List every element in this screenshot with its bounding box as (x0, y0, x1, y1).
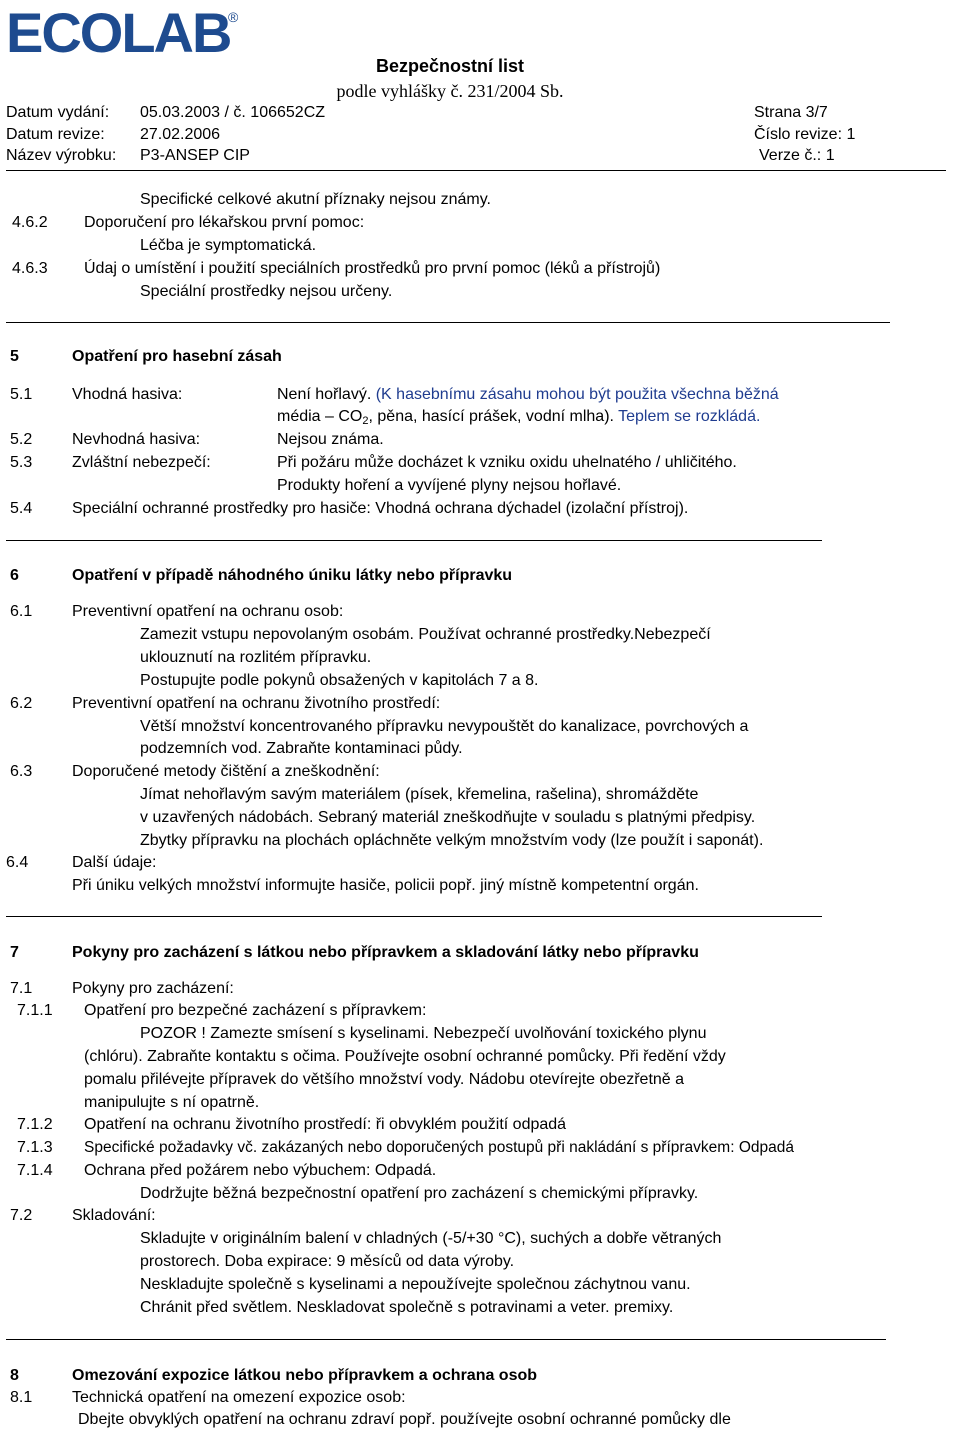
s6-1-line1: Zamezit vstupu nepovolaným osobám. Používat ochranné prostředky.Nebezpečí (140, 626, 711, 643)
revision-date-label: Datum revize: (6, 126, 105, 143)
s6-3-line1: Jímat nehořlavým savým materiálem (písek, křemelina, rašelina), shromážděte (140, 786, 699, 803)
s4-462-text: Léčba je symptomatická. (140, 237, 317, 254)
s7-1-1-number: 7.1.1 (17, 1002, 53, 1019)
s8-1-title: Technická opatření na omezení expozice osob: (72, 1389, 406, 1406)
s5-1-label: Vhodná hasiva: (72, 386, 183, 403)
s5-4-number: 5.4 (10, 500, 33, 517)
s7-1-4-line1: Dodržujte běžná bezpečnostní opatření pro zacházení s chemickými přípravky. (140, 1185, 699, 1202)
s7-1-4-text: Ochrana před požárem nebo výbuchem: Odpadá. (84, 1162, 437, 1179)
registered-mark: ® (228, 9, 239, 25)
s7-1-3-number: 7.1.3 (17, 1139, 53, 1156)
s5-1-value-line1: Není hořlavý. (K hasebnímu zásahu mohou být použita všechna běžná (277, 386, 779, 403)
s5-heading: Opatření pro hasební zásah (72, 348, 282, 365)
s7-number: 7 (10, 944, 19, 961)
s7-1-1-line3: pomalu přilévejte přípravek do většího množství vody. Nádobu otevírejte obezřetně a (84, 1071, 685, 1088)
s6-2-line1: Větší množství koncentrovaného přípravku nevypouštět do kanalizace, povrchových a (140, 718, 749, 735)
s7-1-1-title: Opatření pro bezpečné zacházení s přípravkem: (84, 1002, 427, 1019)
s6-3-number: 6.3 (10, 763, 33, 780)
logo-text: ECOLAB (6, 4, 231, 60)
s5-number: 5 (10, 348, 19, 365)
header-divider (6, 170, 946, 171)
product-name-label: Název výrobku: (6, 147, 117, 164)
section-divider-7 (6, 916, 822, 917)
s8-heading: Omezování expozice látkou nebo přípravkem a ochrana osob (72, 1367, 538, 1384)
s6-1-number: 6.1 (10, 603, 33, 620)
revision-number: Číslo revize: 1 (754, 126, 856, 143)
s6-1-title: Preventivní opatření na ochranu osob: (72, 603, 344, 620)
s5-2-label: Nevhodná hasiva: (72, 431, 201, 448)
s6-heading: Opatření v případě náhodného úniku látky nebo přípravku (72, 567, 513, 584)
s5-3-value-line2: Produkty hoření a vyvíjené plyny nejsou hořlavé. (277, 477, 622, 494)
s6-number: 6 (10, 567, 19, 584)
s5-3-label: Zvláštní nebezpečí: (72, 454, 211, 471)
s8-1-number: 8.1 (10, 1389, 33, 1406)
page-number: Strana 3/7 (754, 104, 828, 121)
s7-1-number: 7.1 (10, 980, 33, 997)
s7-2-title: Skladování: (72, 1207, 156, 1224)
s7-2-line2: prostorech. Doba expirace: 9 měsíců od data výroby. (140, 1253, 515, 1270)
revision-date-value: 27.02.2006 (140, 126, 221, 143)
s7-1-title: Pokyny pro zacházení: (72, 980, 234, 997)
s7-1-1-line1: POZOR ! Zamezte smísení s kyselinami. Nebezpečí uvolňování toxického plynu (140, 1025, 707, 1042)
s7-2-number: 7.2 (10, 1207, 33, 1224)
s5-2-number: 5.2 (10, 431, 33, 448)
s7-1-1-line4: manipulujte s ní opatrně. (84, 1094, 260, 1111)
s6-4-line1: Při úniku velkých množství informujte hasiče, policii popř. jiný místně kompetentní orgán. (72, 877, 699, 894)
s6-4-title: Další údaje: (72, 854, 157, 871)
s8-number: 8 (10, 1367, 19, 1384)
s4-463-text: Speciální prostředky nejsou určeny. (140, 283, 393, 300)
s6-3-title: Doporučené metody čištění a zneškodnění: (72, 763, 380, 780)
s7-2-line4: Chránit před světlem. Neskladovat společně s potravinami a veter. premixy. (140, 1299, 674, 1316)
product-name-value: P3-ANSEP CIP (140, 147, 250, 164)
s6-1-line3: Postupujte podle pokynů obsažených v kapitolách 7 a 8. (140, 672, 539, 689)
s6-2-title: Preventivní opatření na ochranu životního prostředí: (72, 695, 441, 712)
s5-4-text: Speciální ochranné prostředky pro hasiče: Vhodná ochrana dýchadel (izolační přístroj). (72, 500, 689, 517)
s6-3-line3: Zbytky přípravku na plochách opláchněte velkým množstvím vody (lze použít i saponát). (140, 832, 764, 849)
s7-2-line1: Skladujte v originálním balení v chladných (-5/+30 °C), suchých a dobře větraných (140, 1230, 722, 1247)
section-divider-6 (6, 540, 822, 541)
s7-1-1-line2: (chlóru). Zabraňte kontaktu s očima. Používejte osobní ochranné pomůcky. Při ředění vždy (84, 1048, 726, 1065)
s4-462-title: Doporučení pro lékařskou první pomoc: (84, 214, 365, 231)
s6-3-line2: v uzavřených nádobách. Sebraný materiál zneškodňujte v souladu s platnými předpisy. (140, 809, 756, 826)
s5-1-value-line2: média – $CO_2$, pěna, hasící prášek, vodní mlha). Teplem se rozkládá. (277, 408, 761, 427)
document-subtitle: podle vyhlášky č. 231/2004 Sb. (336, 81, 564, 101)
s4-463-number: 4.6.3 (12, 260, 48, 277)
s4-463-title: Údaj o umístění i použití speciálních prostředků pro první pomoc (léků a přístrojů) (84, 260, 661, 277)
s6-2-line2: podzemních vod. Zabraňte kontaminaci půdy. (140, 740, 463, 757)
s8-1-line1: Dbejte obvyklých opatření na ochranu zdraví popř. používejte osobní ochranné pomůcky dle (78, 1411, 731, 1428)
s4-462-number: 4.6.2 (12, 214, 48, 231)
section-divider-5 (6, 322, 890, 323)
s7-1-4-number: 7.1.4 (17, 1162, 53, 1179)
s4-symptoms: Specifické celkové akutní příznaky nejsou známy. (140, 191, 491, 208)
s7-1-2-text: Opatření na ochranu životního prostředí: ři obvyklém použití odpadá (84, 1116, 567, 1133)
ecolab-logo (6, 4, 246, 60)
issue-date-value: 05.03.2003 / č. 106652CZ (140, 104, 326, 121)
issue-date-label: Datum vydání: (6, 104, 110, 121)
s6-2-number: 6.2 (10, 695, 33, 712)
s5-1-number: 5.1 (10, 386, 33, 403)
s6-4-number: 6.4 (6, 854, 29, 871)
s7-heading: Pokyny pro zacházení s látkou nebo přípravkem a skladování látky nebo přípravku (72, 944, 699, 961)
section-divider-8 (6, 1339, 886, 1340)
s7-1-2-number: 7.1.2 (17, 1116, 53, 1133)
s7-2-line3: Neskladujte společně s kyselinami a nepoužívejte společnou záchytnou vanu. (140, 1276, 691, 1293)
version-number: Verze č.: 1 (759, 147, 835, 164)
s6-1-line2: uklouznutí na rozlitém přípravku. (140, 649, 372, 666)
s7-1-3-text: Specifické požadavky vč. zakázaných nebo doporučených postupů při nakládání s přípravkem: Odpadá (84, 1139, 794, 1156)
s5-3-number: 5.3 (10, 454, 33, 471)
s5-3-value-line1: Při požáru může docházet k vzniku oxidu uhelnatého / uhličitého. (277, 454, 737, 471)
s5-2-value: Nejsou známa. (277, 431, 384, 448)
document-title: Bezpečnostní list (375, 56, 525, 76)
